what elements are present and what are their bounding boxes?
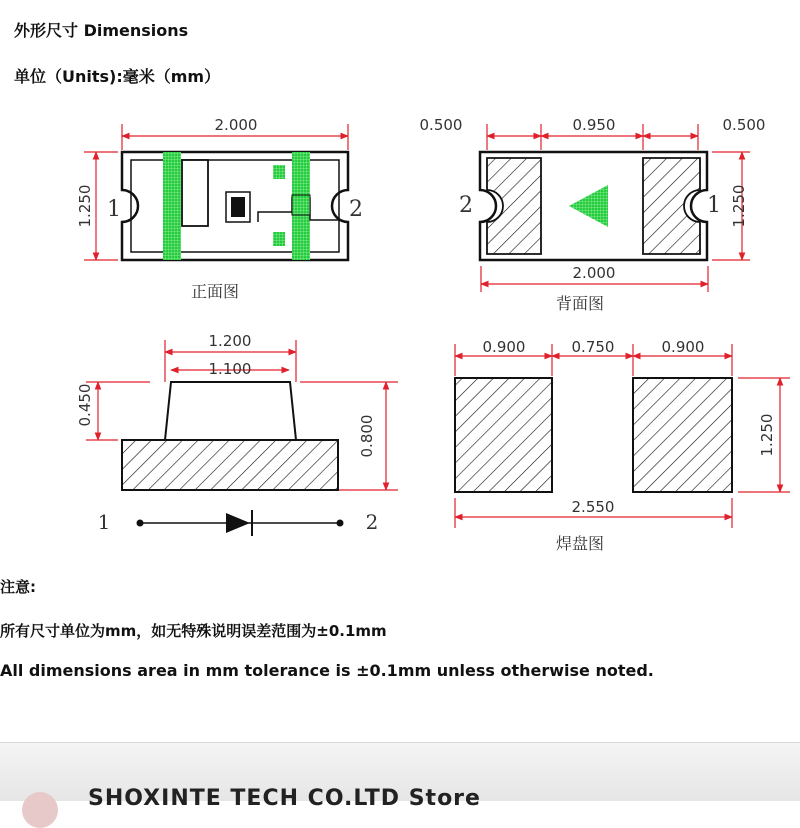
- pad-right-dim: 0.900: [661, 338, 705, 356]
- front-view-caption: 正面图: [191, 282, 240, 301]
- front-pin-2: 2: [349, 197, 363, 222]
- pad-gap-dim: 0.750: [571, 338, 615, 356]
- back-pin-2: 2: [459, 193, 473, 218]
- notes-english: All dimensions area in mm tolerance is ±0.1mm unless otherwise noted.: [0, 661, 654, 680]
- pad-left-dim: 0.900: [482, 338, 526, 356]
- pad-view-caption: 焊盘图: [556, 534, 605, 553]
- back-view: [420, 116, 766, 292]
- symbol-pin-2: 2: [365, 510, 379, 534]
- side-lens-height-dim: 0.450: [76, 383, 94, 427]
- back-pad-left-dim: 0.500: [419, 116, 463, 134]
- front-view: [76, 116, 363, 260]
- symbol-pin-1: 1: [97, 510, 111, 534]
- notes-label: 注意:: [0, 578, 36, 596]
- pad-view: [455, 338, 790, 528]
- side-view: [76, 332, 398, 490]
- side-total-height-dim: 0.800: [358, 414, 376, 458]
- side-lens-width-dim: 1.100: [208, 360, 252, 378]
- back-view-caption: 背面图: [556, 294, 605, 313]
- back-height-dim: 1.250: [730, 184, 748, 228]
- back-width-dim: 2.000: [572, 264, 616, 282]
- front-height-dim: 1.250: [76, 184, 94, 228]
- diode-symbol: [98, 510, 379, 536]
- store-name[interactable]: SHOXINTE TECH CO.LTD Store: [88, 786, 481, 811]
- front-width-dim: 2.000: [214, 116, 258, 134]
- store-logo: [22, 792, 58, 828]
- back-gap-dim: 0.950: [572, 116, 616, 134]
- pad-height-dim: 1.250: [758, 413, 776, 457]
- pad-width-dim: 2.550: [571, 498, 615, 516]
- back-pad-right-dim: 0.500: [722, 116, 766, 134]
- page-title: 外形尺寸 Dimensions: [14, 21, 189, 40]
- notes-chinese: 所有尺寸单位为mm，如无特殊说明误差范围为±0.1mm: [0, 622, 387, 640]
- front-pin-1: 1: [107, 197, 121, 222]
- back-pin-1: 1: [707, 193, 721, 218]
- units-label: 单位（Units):毫米（mm）: [14, 67, 221, 86]
- side-top-width-dim: 1.200: [208, 332, 252, 350]
